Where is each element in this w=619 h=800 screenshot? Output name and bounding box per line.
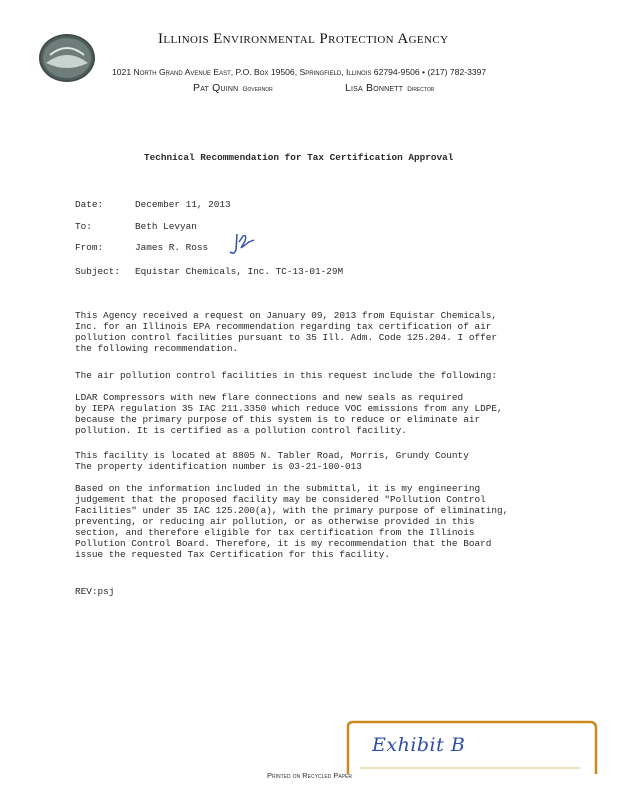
paragraph-request: This Agency received a request on January 09, 2013 from Equistar Chemicals, Inc. for an Illinois EPA recommendation regarding tax certification of air pollution control facilities pursuant to 35 Ill. Adm. Code 125.204. I offer the following recommendation. bbox=[75, 310, 497, 354]
director-name: Lisa Bonnett bbox=[345, 82, 404, 94]
memo-date-row bbox=[75, 199, 545, 210]
governor bbox=[193, 82, 273, 94]
paragraph-facility-description: LDAR Compressors with new flare connections and new seals as required by IEPA regulation 35 IAC 211.3350 which reduce VOC emissions from any LDPE, because the primary purpose of this system is to reduce or eliminate air pollution. It is certified as a pollution control facility. bbox=[75, 392, 503, 436]
memo-from-value: James R. Ross bbox=[135, 242, 209, 253]
governor-name: Pat Quinn bbox=[193, 82, 239, 94]
memo-date-value: December 11, 2013 bbox=[135, 199, 231, 210]
director bbox=[345, 82, 434, 94]
exhibit-label: Exhibit B bbox=[372, 734, 466, 756]
paragraph-location: This facility is located at 8805 N. Tabler Road, Morris, Grundy County The property identification number is 03-21-100-013 bbox=[75, 450, 469, 472]
footer-recycled bbox=[0, 771, 619, 780]
memo-from-row bbox=[75, 242, 545, 253]
memo-from-label: From: bbox=[75, 242, 104, 253]
signature-initials bbox=[227, 232, 257, 256]
memo-subject-row bbox=[75, 266, 545, 277]
typist-initials: REV:psj bbox=[75, 586, 115, 597]
agency-name: Illinois Environmental Protection Agency bbox=[158, 31, 449, 47]
memo-date-label: Date: bbox=[75, 199, 104, 210]
agency-address: 1021 North Grand Avenue East, P.O. Box 19506, Springfield, Illinois 62794-9506 • (217) 782-3397 bbox=[112, 67, 487, 77]
director-title: Director bbox=[407, 86, 435, 93]
memo-subject-value: Equistar Chemicals, Inc. TC-13-01-29M bbox=[135, 266, 344, 277]
footer-text: Printed on Recycled Paper bbox=[266, 771, 353, 780]
paragraph-recommendation: Based on the information included in the submittal, it is my engineering judgement that the proposed facility may be considered "Pollution Control Facilities" under 35 IAC 125.200(a), with the primary purpose of eliminating, preventing, or reducing air pollution, or as otherwise provided in this section, and therefore eligible for tax certification from the Illinois Pollution Control Board. Therefore, it is my recommendation that the Board issue the requested Tax Certification for this facility. bbox=[75, 483, 509, 560]
memo-subject-label: Subject: bbox=[75, 266, 121, 277]
memo-to-row bbox=[75, 221, 545, 232]
paragraph-facilities-intro: The air pollution control facilities in this request include the following: bbox=[75, 370, 497, 381]
agency-seal-logo bbox=[38, 33, 96, 83]
governor-title: Governor bbox=[242, 86, 273, 93]
memo-to-value: Beth Levyan bbox=[135, 221, 197, 232]
memo-to-label: To: bbox=[75, 221, 92, 232]
document-title: Technical Recommendation for Tax Certification Approval bbox=[144, 152, 454, 163]
